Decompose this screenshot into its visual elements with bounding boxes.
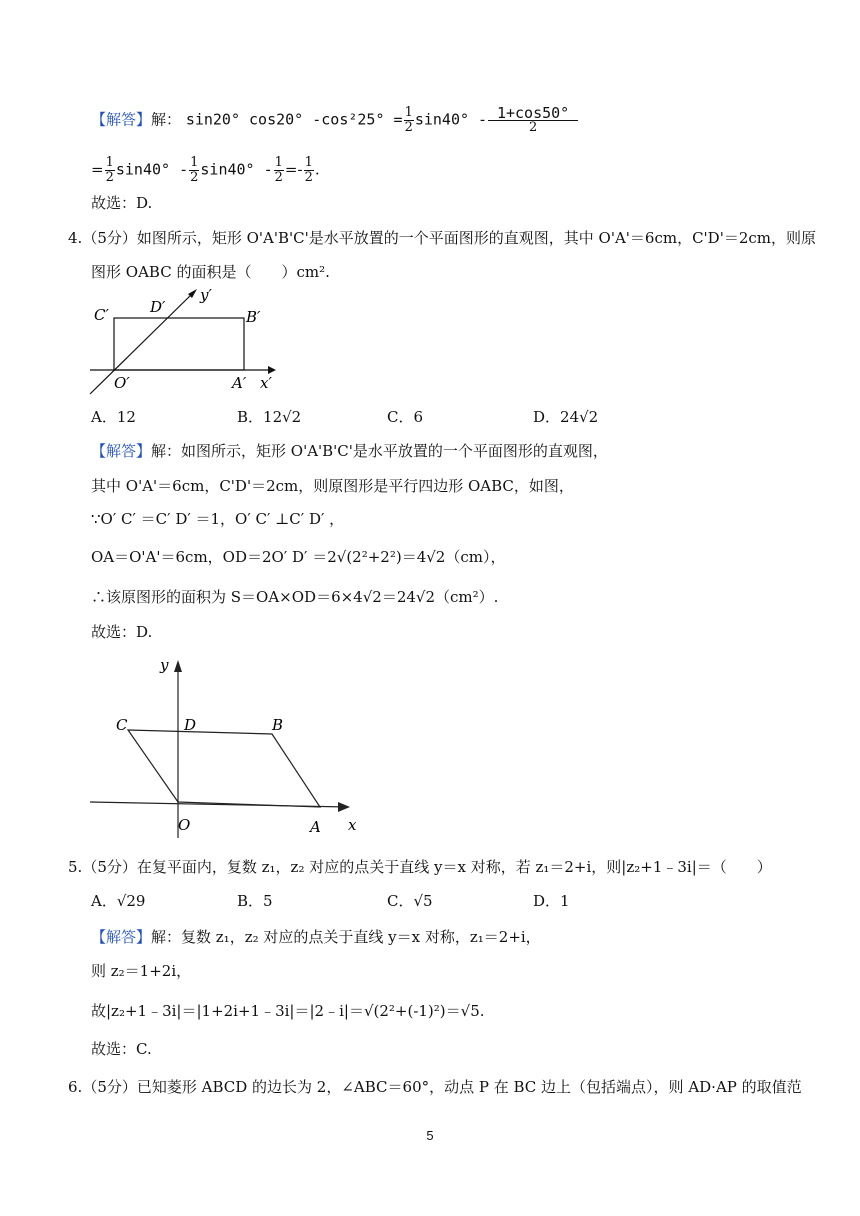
option-c[interactable]: C．6: [387, 408, 424, 426]
q4-figure-2: [86, 652, 366, 842]
option-a[interactable]: A．12: [91, 408, 136, 426]
q5-choice: 故选：C.: [91, 1040, 152, 1058]
axis-x-label: x: [348, 816, 357, 834]
page-number: 5: [426, 1128, 434, 1143]
q4-solution-line4: OA＝O'A'＝6cm，OD＝2O′ D′ ＝2√(2²+2²)＝4√2（cm），: [91, 548, 506, 566]
label-x-prime: x′: [260, 374, 272, 392]
q4-options: [91, 406, 651, 428]
q5-solution-line2: 则 z₂＝1+2i，: [91, 962, 192, 980]
label-d: D: [184, 716, 197, 734]
label-c: C: [116, 716, 128, 734]
fraction: $\frac{1}{2}$: [190, 155, 199, 185]
q4-solution-line1: 【解答】解：如图所示，矩形 O'A'B'C'是水平放置的一个平面图形的直观图，: [91, 442, 608, 460]
q3-solution-line2: = $\frac{1}{2}$ sin40° - $\frac{1}{2}$ sin40° - $\frac{1}{2}$ =- $\frac{1}{2}$ .: [91, 155, 320, 185]
label-c-prime: C′: [94, 306, 109, 324]
q6-stem: 6.（5分）已知菱形 ABCD 的边长为 2，∠ABC＝60°，动点 P 在 BC 边上（包括端点），则 AD·AP 的取值范: [68, 1078, 802, 1096]
label-y-prime: y′: [200, 286, 212, 304]
q5-solution-line1: 【解答】解：复数 z₁，z₂ 对应的点关于直线 y＝x 对称，z₁＝2+i，: [91, 928, 541, 946]
q5-stem: 5.（5分）在复平面内，复数 z₁，z₂ 对应的点关于直线 y＝x 对称，若 z₁＝2+i，则|z₂+1﹣3i|＝（ ）: [68, 858, 772, 876]
option-a[interactable]: A．√29: [91, 892, 146, 910]
fraction: $\frac{1}{2}$: [105, 155, 114, 185]
q3-solution-line1: 【解答】解： sin20° cos20° -cos²25° = $\frac{1}{2}$ sin40° - $\frac{1+\cos 50^\circ}{2}$: [91, 106, 579, 135]
fraction: $\frac{1}{2}$: [274, 155, 283, 185]
option-d[interactable]: D．1: [533, 892, 570, 910]
label-b: B: [272, 716, 284, 734]
answer-tag: 【解答】: [91, 928, 152, 946]
option-b[interactable]: B．12√2: [237, 408, 302, 426]
label-d-prime: D′: [150, 298, 166, 316]
q4-solution-line3: ∵O′ C′ ＝C′ D′ ＝1，O′ C′ ⊥C′ D′ ，: [91, 510, 345, 528]
fraction: $\frac{1}{2}$: [304, 155, 313, 185]
q4-stem-line1: 4.（5分）如图所示，矩形 O'A'B'C'是水平放置的一个平面图形的直观图，其中 O'A'＝6cm，C'D'＝2cm，则原: [68, 229, 816, 247]
fraction: $\frac{1+\cos 50^\circ}{2}$: [488, 106, 578, 135]
fraction: $\frac{1}{2}$: [404, 105, 413, 135]
option-d[interactable]: D．24√2: [533, 408, 599, 426]
q4-solution-line2: 其中 O'A'＝6cm，C'D'＝2cm，则原图形是平行四边形 OABC，如图，: [91, 477, 574, 495]
answer-tag: 【解答】: [91, 110, 152, 129]
label-o: O: [178, 816, 191, 834]
option-b[interactable]: B．5: [237, 892, 273, 910]
q5-solution-line3: 故|z₂+1﹣3i|＝|1+2i+1﹣3i|＝|2﹣i|＝√(2²+(-1)²)＝√5.: [91, 1002, 485, 1020]
q4-figure-1: [86, 282, 286, 400]
q3-choice: 故选：D.: [91, 194, 153, 212]
label-o-prime: O′: [114, 374, 130, 392]
q4-stem-line2: 图形 OABC 的面积是（ ）cm².: [91, 263, 330, 281]
axis-y-label: y: [160, 656, 169, 674]
q4-choice: 故选：D.: [91, 623, 153, 641]
option-c[interactable]: C．√5: [387, 892, 433, 910]
label-a: A: [310, 818, 321, 836]
label-a-prime: A′: [232, 374, 247, 392]
answer-tag: 【解答】: [91, 442, 152, 460]
label-b-prime: B′: [246, 308, 261, 326]
q5-options: [91, 890, 651, 912]
q4-solution-line5: ∴该原图形的面积为 S＝OA×OD＝6×4√2＝24√2（cm²）.: [91, 588, 499, 606]
